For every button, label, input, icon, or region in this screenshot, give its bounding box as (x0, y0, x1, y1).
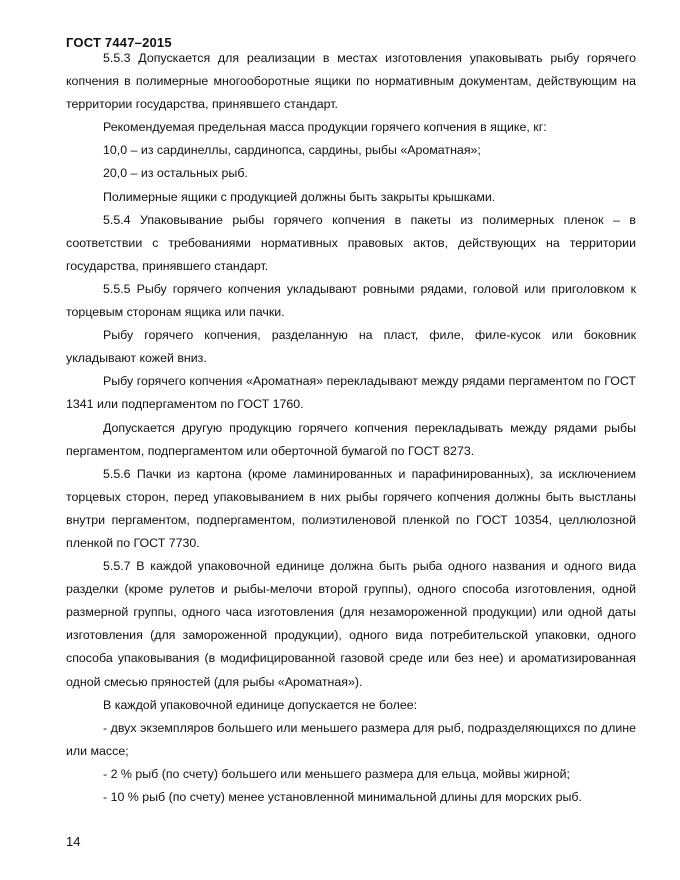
paragraph: Полимерные ящики с продукцией должны быть закрыты крышками. (103, 189, 496, 204)
paragraph: 5.5.3 Допускается для реализации в местах изготовления упаковывать рыбу горячего копчения в полимерные многооборотные ящики по нормативным документам, действующим на территории государства, принявшего стандарт. (66, 51, 636, 112)
paragraph: 10,0 – из сардинеллы, сардинопса, сардины, рыбы «Ароматная»; (103, 143, 481, 158)
paragraph: - двух экземпляров большего или меньшего размера для рыб, подразделяющихся по длине или массе; (66, 720, 636, 758)
paragraph: Допускается другую продукцию горячего копчения перекладывать между рядами рыбы пергаментом, подпергаментом или оберточной бумагой по ГОСТ 8273. (66, 420, 636, 458)
paragraph: Рекомендуемая предельная масса продукции горячего копчения в ящике, кг: (103, 120, 547, 135)
page-number: 14 (66, 834, 81, 849)
paragraph: 5.5.5 Рыбу горячего копчения укладывают ровными рядами, головой или приголовком к торцевым сторонам ящика или пачки. (66, 281, 636, 320)
paragraph: 20,0 – из остальных рыб. (103, 166, 248, 181)
paragraph: 5.5.4 Упаковывание рыбы горячего копчения в пакеты из полимерных пленок – в соответствии с требованиями нормативных правовых актов, действующих на территории государства, принявшего стандарт. (66, 212, 636, 273)
paragraph: В каждой упаковочной единице допускается не более: (103, 697, 418, 712)
paragraph: Рыбу горячего копчения «Ароматная» перекладывают между рядами пергаментом по ГОСТ 1341 или подпергаментом по ГОСТ 1760. (66, 374, 636, 412)
paragraph: 5.5.6 Пачки из картона (кроме ламинированных и парафинированных), за исключением торцевых сторон, перед упаковыванием в них рыбы горячего копчения должны быть выстланы внутри пергаментом, подпергаментом, полиэтиленовой пленкой по ГОСТ 10354, целлюлозной пленкой по ГОСТ 7730. (66, 466, 636, 550)
paragraph: - 2 % рыб (по счету) большего или меньшего размера для ельца, мойвы жирной; (103, 766, 570, 781)
document-body (66, 47, 636, 809)
standard-header: ГОСТ 7447–2015 (66, 35, 172, 50)
paragraph: Рыбу горячего копчения, разделанную на пласт, филе, филе-кусок или боковник укладывают кожей вниз. (66, 328, 636, 366)
paragraph: - 10 % рыб (по счету) менее установленной минимальной длины для морских рыб. (103, 790, 582, 804)
paragraph: 5.5.7 В каждой упаковочной единице должна быть рыба одного названия и одного вида разделки (кроме рулетов и рыбы-мелочи второй группы), одного способа изготовления, одной размерной группы, одного часа изготовления (для незамороженной продукции) или одной даты изготовления (для замороженной продукции), одного вида потребительской упаковки, одного способа упаковывания (в модифицированной газовой среде или без нее) и ароматизированная одной смесью пряностей (для рыбы «Ароматная»). (66, 559, 636, 689)
